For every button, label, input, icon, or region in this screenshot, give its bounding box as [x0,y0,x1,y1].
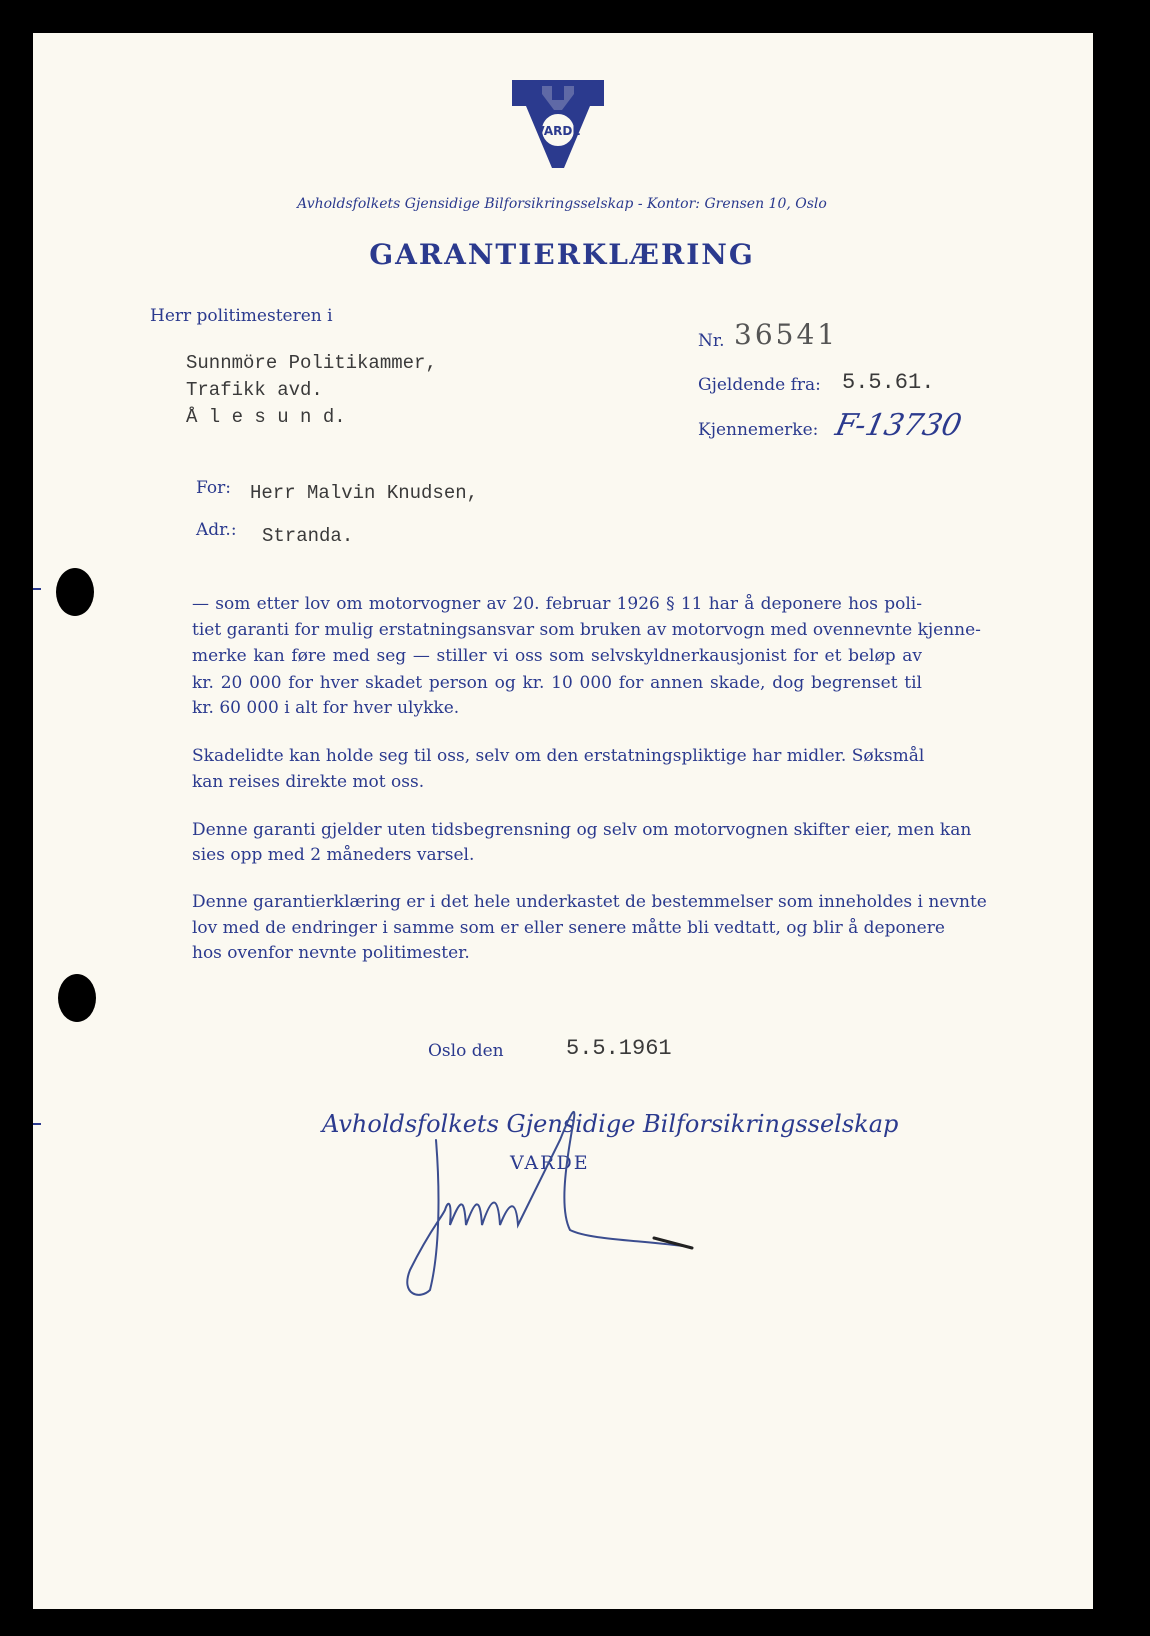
closing-company: Avholdsfolkets Gjensidige Bilforsikringsselskap [322,1110,899,1138]
valid-from-label: Gjeldende fra: [698,375,821,395]
signature [400,1100,700,1310]
nr-label: Nr. [698,331,725,351]
document-title: GARANTIERKLÆRING [369,238,755,271]
body-line: tiet garanti for mulig erstatningsansvar som bruken av motorvogn med ovennevnte kjenne- [192,620,981,640]
margin-mark [33,588,41,590]
body-line: kr. 60 000 i alt for hver ulykke. [192,698,460,718]
body-line: Denne garanti gjelder uten tidsbegrensning og selv om motorvognen skifter eier, men kan [192,820,972,840]
body-line: Skadelidte kan holde seg til oss, selv om den erstatningspliktige har midler. Søksmål [192,746,925,766]
addressee-line: Trafikk avd. [186,379,323,401]
addr-value: Stranda. [262,525,354,547]
salutation: Herr politimesteren i [150,306,333,326]
body-line: Denne garantierklæring er i det hele underkastet de bestemmelser som inneholdes i nevnte [192,892,987,912]
valid-from-value: 5.5.61. [842,370,935,395]
varde-logo [512,80,604,170]
body-line: — som etter lov om motorvogner av 20. februar 1926 § 11 har å deponere hos poli- [192,594,922,614]
for-value: Herr Malvin Knudsen, [250,482,479,504]
body-line: kr. 20 000 for hver skadet person og kr. 10 000 for annen skade, dog begrenset til [192,673,922,693]
body-line: kan reises direkte mot oss. [192,772,425,792]
addressee-line: Å l e s u n d. [186,406,346,428]
punch-hole [56,568,94,616]
punch-hole [58,974,96,1022]
body-line: sies opp med 2 måneders varsel. [192,845,475,865]
addr-label: Adr.: [196,520,237,540]
logo-text: VARDE [535,124,581,138]
addressee-block [186,350,437,431]
body-line: lov med de endringer i samme som er eller senere måtte bli vedtatt, og blir å deponere [192,918,945,938]
for-label: For: [196,478,231,498]
plate-value-handwritten: F-13730 [832,408,965,443]
body-line: hos ovenfor nevnte politimester. [192,943,470,963]
body-line: merke kan føre med seg — stiller vi oss som selvskyldnerkausjonist for et beløp av [192,646,922,666]
company-line: Avholdsfolkets Gjensidige Bilforsikringsselskap - Kontor: Grensen 10, Oslo [297,196,827,212]
margin-mark [33,1123,41,1125]
plate-label: Kjennemerke: [698,420,819,440]
date-value: 5.5.1961 [566,1036,672,1061]
closing-brand: VARDE [510,1152,590,1174]
addressee-line: Sunnmöre Politikammer, [186,352,437,374]
nr-value: 36541 [734,318,839,351]
place-label: Oslo den [428,1041,504,1061]
